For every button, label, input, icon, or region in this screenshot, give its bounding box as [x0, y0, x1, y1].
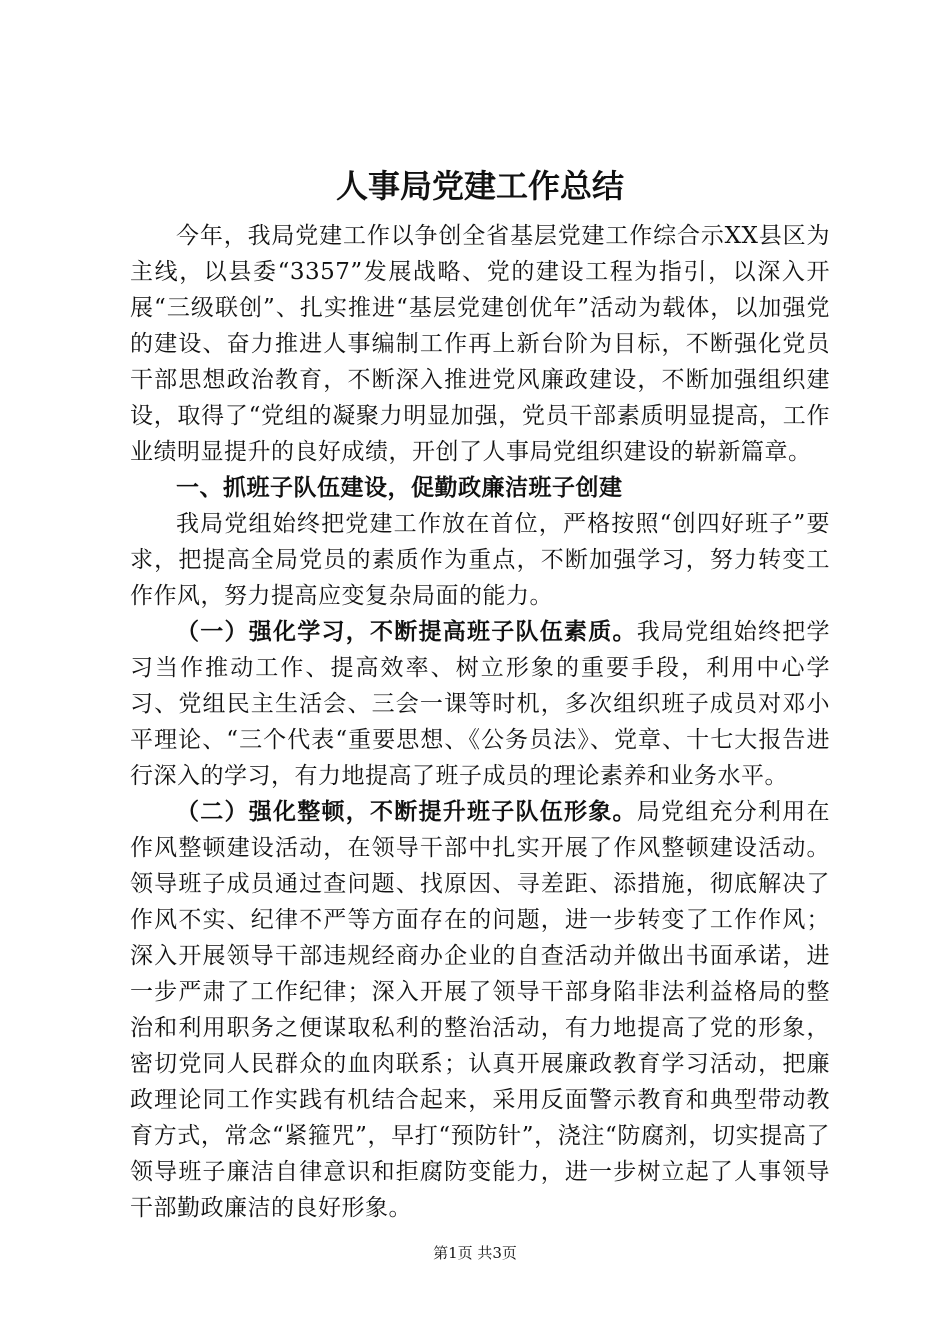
subsection-paragraph-2 [130, 794, 830, 1226]
page-number-footer: 第1页 共3页 [433, 1244, 517, 1262]
intro-paragraph: 今年，我局党建工作以争创全省基层党建工作综合示XX县区为主线，以县委“3357”发展战略、党的建设工程为指引，以深入开展“三级联创”、扎实推进“基层党建创优年”活动为载体，以加强党的建设、奋力推进人事编制工作再上新台阶为目标，不断强化党员干部思想政治教育，不断深入推进党风廉政建设，不断加强组织建设，取得了“党组的凝聚力明显加强，党员干部素质明显提高，工作业绩明显提升的良好成绩，开创了人事局党组织建设的崭新篇章。 [130, 223, 830, 465]
document-title: 人事局党建工作总结 [335, 167, 624, 205]
section-paragraph: 我局党组始终把党建工作放在首位，严格按照“创四好班子”要求，把提高全局党员的素质作为重点，不断加强学习，努力转变工作作风，努力提高应变复杂局面的能力。 [130, 511, 830, 609]
subsection-paragraph-1 [130, 614, 830, 794]
subsection-lead-2: （二）强化整顿，不断提升班子队伍形象。 [176, 798, 637, 825]
document-body [130, 160, 830, 1226]
subsection-lead-1: （一）强化学习，不断提高班子队伍素质。 [176, 618, 637, 645]
section-heading: 一、抓班子队伍建设，促勤政廉洁班子创建 [176, 474, 623, 501]
subsection-body-1: 我局党组始终把学习当作推动工作、提高效率、树立形象的重要手段，利用中心学习、党组民主生活会、三会一课等时机，多次组织班子成员对邓小平理论、“三个代表“重要思想、《公务员法》、党章、十七大报告进行深入的学习，有力地提高了班子成员的理论素养和业务水平。 [130, 619, 830, 789]
subsection-body-2: 局党组充分利用在作风整顿建设活动，在领导干部中扎实开展了作风整顿建设活动。领导班子成员通过查问题、找原因、寻差距、添措施，彻底解决了作风不实、纪律不严等方面存在的问题，进一步转变了工作作风；深入开展领导干部违规经商办企业的自查活动并做出书面承诺，进一步严肃了工作纪律；深入开展了领导干部身陷非法利益格局的整治和利用职务之便谋取私利的整治活动，有力地提高了党的形象，密切党同人民群众的血肉联系；认真开展廉政教育学习活动，把廉政理论同工作实践有机结合起来，采用反面警示教育和典型带动教育方式，常念“紧箍咒”，早打“预防针”，浇注“防腐剂，切实提高了领导班子廉洁自律意识和拒腐防变能力，进一步树立起了人事领导干部勤政廉洁的良好形象。 [130, 799, 830, 1221]
